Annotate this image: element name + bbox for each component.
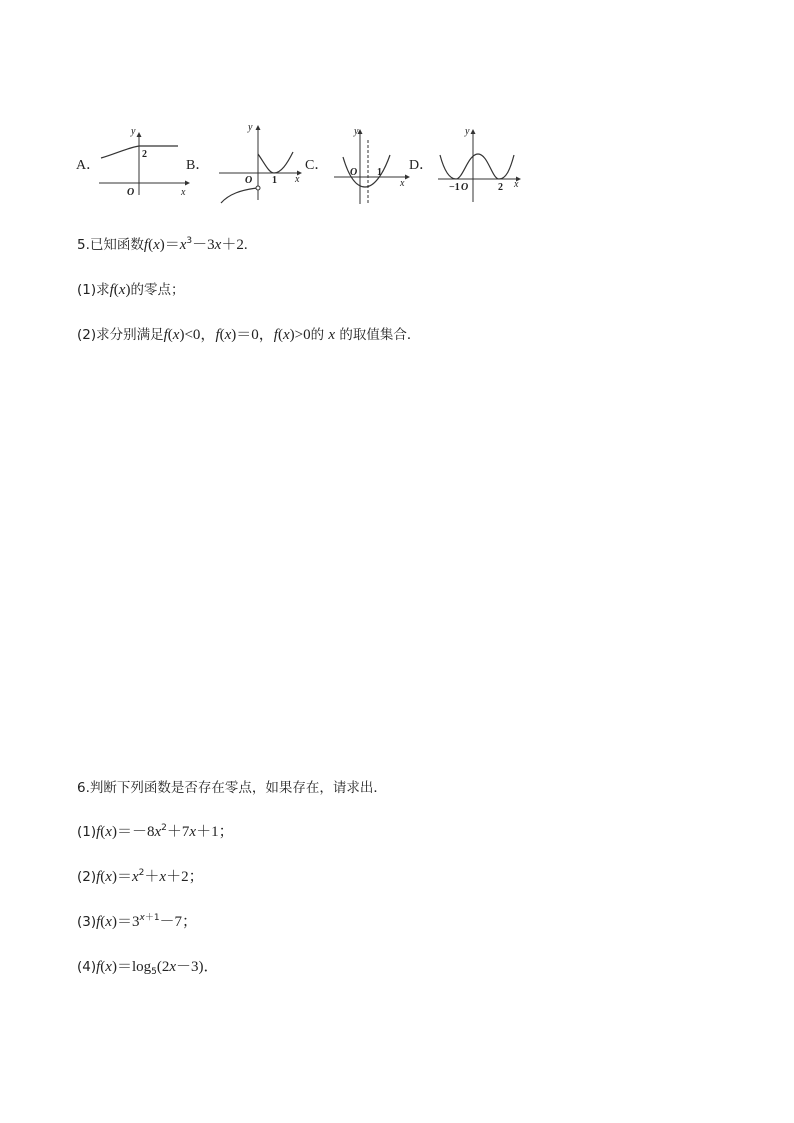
open-point	[256, 186, 260, 190]
y-axis-label: y	[131, 126, 136, 137]
q6-part-3: $(3)f(x)=3^{x+1}-7$；	[77, 913, 198, 930]
option-a-graph	[97, 124, 193, 196]
left-curve	[221, 188, 257, 203]
x-axis-label: x	[514, 179, 519, 190]
y-axis-arrow-icon	[137, 132, 142, 137]
option-b-label: B．	[186, 158, 210, 173]
q5-part-1: (1)求f(x)的零点；	[77, 282, 185, 298]
value-label: 2	[498, 182, 503, 193]
value-label: 2	[142, 149, 147, 160]
x-axis-label: x	[400, 178, 405, 189]
y-axis-label: y	[354, 126, 359, 137]
value-label: 1	[272, 175, 277, 186]
option-b-graph	[217, 120, 307, 204]
option-c-label: C．	[305, 158, 329, 173]
option-d-graph	[436, 124, 526, 204]
curve	[440, 154, 514, 179]
x-axis-arrow-icon	[185, 181, 190, 186]
origin-label: O	[245, 175, 253, 186]
q6-title: 6.判断下列函数是否存在零点，如果存在，请求出．	[77, 780, 387, 796]
q6-part-1: $(1)f(x)=-8x^2+7x+1$；	[77, 823, 234, 840]
q5-part-2: (2)求分别满足f(x)<0，f(x)＝0，f(x)>0的 x 的取值集合．	[77, 327, 421, 343]
x-axis-arrow-icon	[405, 175, 410, 180]
y-axis-arrow-icon	[471, 129, 476, 134]
q5-statement: 5.已知函数$f(x)=x^3-3x+2$.	[77, 236, 248, 253]
origin-label: O	[350, 167, 358, 178]
origin-label: O	[461, 182, 469, 193]
y-axis-label: y	[248, 122, 253, 133]
q6-part-4: $(4)f(x)=\log_5(2x-3)$．	[77, 959, 219, 977]
x-axis-label: x	[295, 174, 300, 185]
q5-prefix: 5.已知函数	[77, 237, 144, 253]
y-axis-label: y	[465, 126, 470, 137]
option-c-graph	[330, 124, 414, 206]
y-axis-arrow-icon	[256, 125, 261, 130]
value-label: 1	[377, 167, 382, 178]
x-axis-label: x	[181, 187, 186, 196]
origin-label: O	[127, 187, 135, 196]
option-a-label: A．	[76, 158, 101, 173]
neg-label: −1	[449, 182, 460, 193]
option-d-label: D．	[409, 158, 434, 173]
right-curve	[258, 152, 293, 173]
q6-part-2: $(2)f(x)=x^2+x+2$；	[77, 868, 204, 885]
